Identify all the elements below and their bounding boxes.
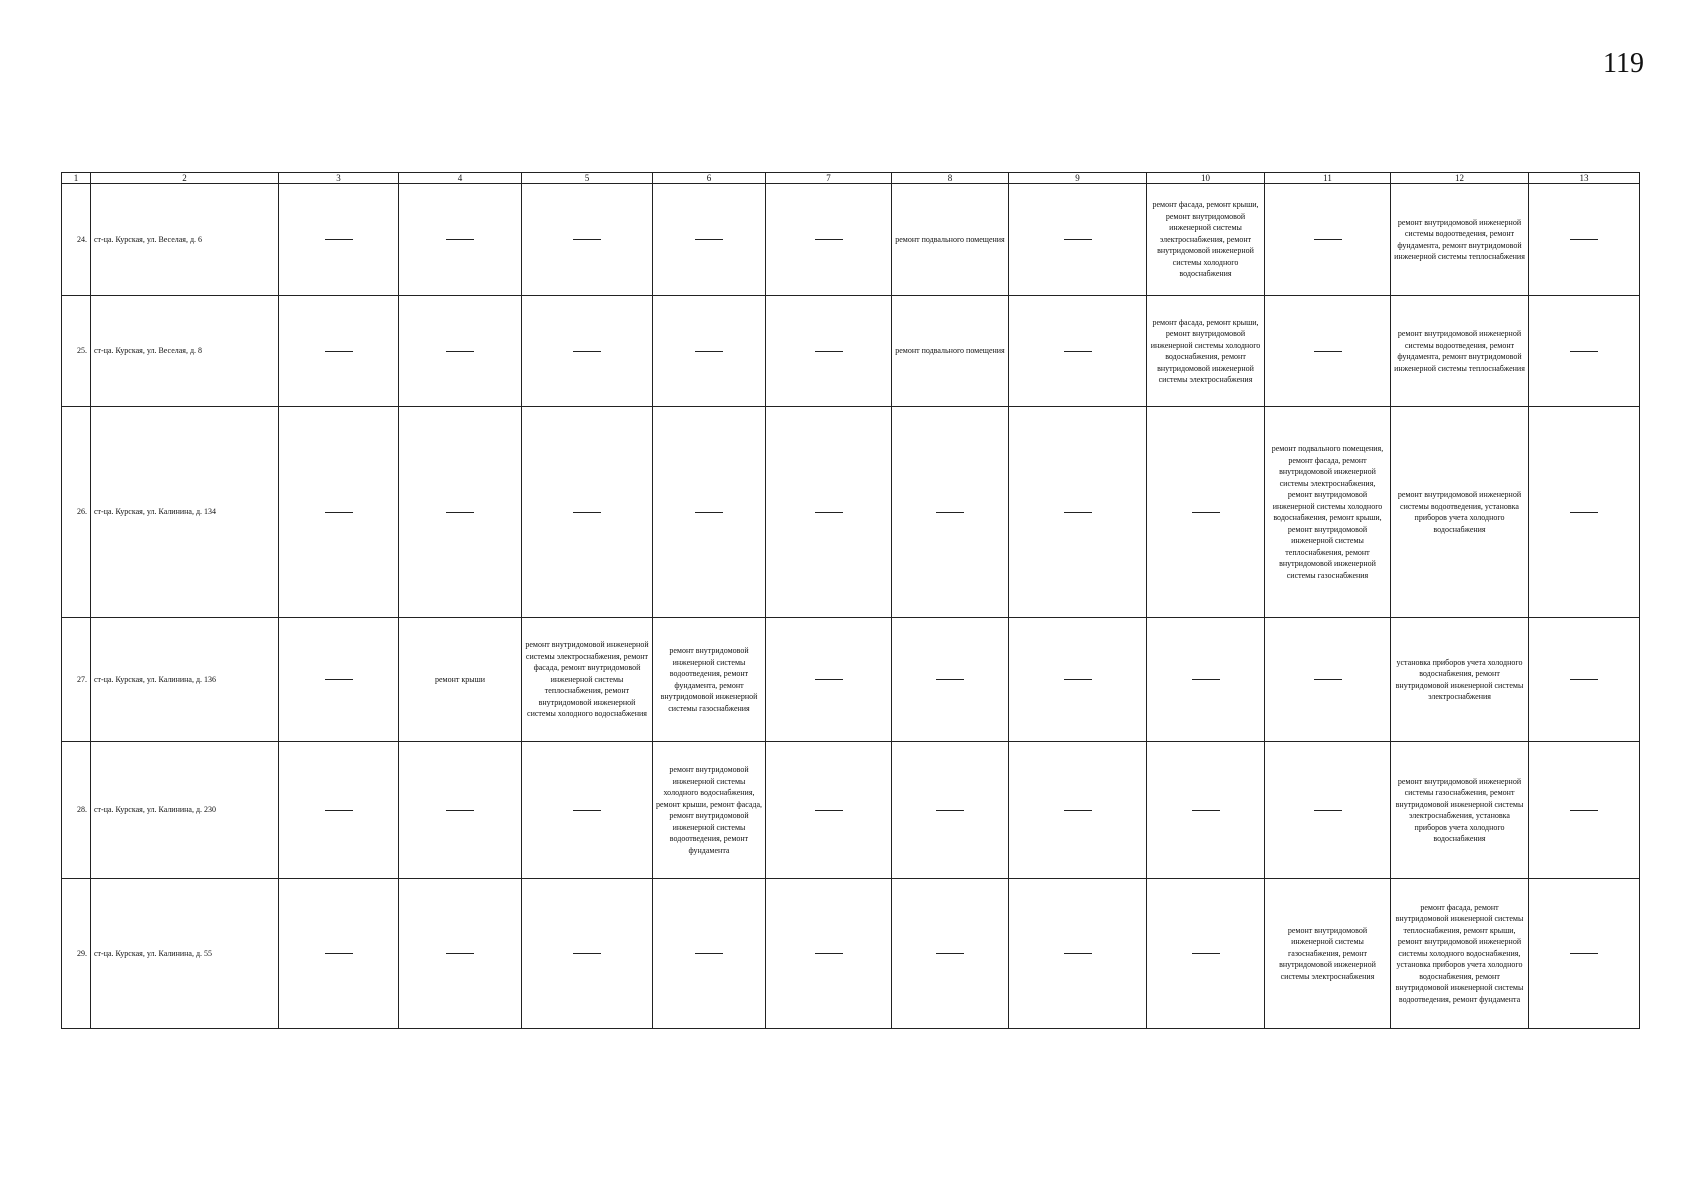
address-cell: ст-ца. Курская, ул. Калинина, д. 55: [91, 879, 279, 1029]
work-description-cell: ремонт фасада, ремонт внутридомовой инженерной системы теплоснабжения, ремонт крыши, ремонт внутридомовой инженерной системы холодного водоснабжения, установка приборов учета холодного водоснабжения, ремонт внутридомовой инженерной системы водоотведения, ремонт фундамента: [1391, 879, 1529, 1029]
empty-dash-cell: [766, 879, 892, 1029]
dash-mark: [1314, 351, 1342, 352]
empty-dash-cell: [279, 296, 399, 407]
dash-mark: [815, 679, 843, 680]
empty-dash-cell: [279, 879, 399, 1029]
dash-mark: [446, 239, 474, 240]
empty-dash-cell: [1265, 742, 1391, 879]
column-number-6: 6: [653, 173, 766, 184]
empty-dash-cell: [1009, 184, 1147, 296]
dash-mark: [815, 351, 843, 352]
dash-mark: [573, 953, 601, 954]
dash-mark: [1064, 512, 1092, 513]
row-number: 25.: [62, 296, 91, 407]
dash-mark: [1570, 953, 1598, 954]
table-row: [62, 879, 1640, 1029]
dash-mark: [695, 512, 723, 513]
dash-mark: [936, 512, 964, 513]
empty-dash-cell: [1009, 879, 1147, 1029]
empty-dash-cell: [1009, 407, 1147, 618]
dash-mark: [446, 953, 474, 954]
empty-dash-cell: [522, 407, 653, 618]
column-number-4: 4: [399, 173, 522, 184]
empty-dash-cell: [1147, 879, 1265, 1029]
dash-mark: [1314, 679, 1342, 680]
dash-mark: [325, 953, 353, 954]
empty-dash-cell: [399, 184, 522, 296]
work-description-cell: ремонт внутридомовой инженерной системы водоотведения, ремонт фундамента, ремонт внутридомовой инженерной системы теплоснабжения: [1391, 296, 1529, 407]
page-number: 119: [1603, 48, 1644, 79]
column-number-7: 7: [766, 173, 892, 184]
column-number-9: 9: [1009, 173, 1147, 184]
row-number: 26.: [62, 407, 91, 618]
column-number-1: 1: [62, 173, 91, 184]
dash-mark: [815, 512, 843, 513]
empty-dash-cell: [522, 742, 653, 879]
dash-mark: [1570, 810, 1598, 811]
address-cell: ст-ца. Курская, ул. Калинина, д. 230: [91, 742, 279, 879]
table-header-row: [62, 173, 1640, 184]
dash-mark: [1064, 239, 1092, 240]
dash-mark: [573, 810, 601, 811]
dash-mark: [1570, 351, 1598, 352]
empty-dash-cell: [279, 742, 399, 879]
empty-dash-cell: [1529, 296, 1640, 407]
column-number-11: 11: [1265, 173, 1391, 184]
empty-dash-cell: [1009, 742, 1147, 879]
empty-dash-cell: [653, 879, 766, 1029]
empty-dash-cell: [1265, 296, 1391, 407]
empty-dash-cell: [1147, 407, 1265, 618]
work-description-cell: ремонт внутридомовой инженерной системы газоснабжения, ремонт внутридомовой инженерной системы электроснабжения: [1265, 879, 1391, 1029]
empty-dash-cell: [1009, 296, 1147, 407]
work-description-cell: ремонт подвального помещения: [892, 296, 1009, 407]
work-description-cell: ремонт внутридомовой инженерной системы водоотведения, ремонт фундамента, ремонт внутридомовой инженерной системы газоснабжения: [653, 618, 766, 742]
empty-dash-cell: [766, 742, 892, 879]
empty-dash-cell: [892, 407, 1009, 618]
dash-mark: [695, 351, 723, 352]
empty-dash-cell: [522, 296, 653, 407]
empty-dash-cell: [522, 184, 653, 296]
dash-mark: [446, 810, 474, 811]
empty-dash-cell: [1009, 618, 1147, 742]
work-description-cell: ремонт внутридомовой инженерной системы холодного водоснабжения, ремонт крыши, ремонт фасада, ремонт внутридомовой инженерной системы водоотведения, ремонт фундамента: [653, 742, 766, 879]
work-description-cell: ремонт крыши: [399, 618, 522, 742]
address-cell: ст-ца. Курская, ул. Калинина, д. 134: [91, 407, 279, 618]
dash-mark: [936, 810, 964, 811]
dash-mark: [1570, 512, 1598, 513]
dash-mark: [1192, 679, 1220, 680]
row-number: 27.: [62, 618, 91, 742]
empty-dash-cell: [1147, 618, 1265, 742]
empty-dash-cell: [1529, 879, 1640, 1029]
empty-dash-cell: [892, 618, 1009, 742]
work-description-cell: ремонт внутридомовой инженерной системы водоотведения, ремонт фундамента, ремонт внутридомовой инженерной системы теплоснабжения: [1391, 184, 1529, 296]
table-row: [62, 184, 1640, 296]
work-description-cell: установка приборов учета холодного водоснабжения, ремонт внутридомовой инженерной системы электроснабжения: [1391, 618, 1529, 742]
dash-mark: [1064, 351, 1092, 352]
dash-mark: [1192, 810, 1220, 811]
dash-mark: [1064, 679, 1092, 680]
column-number-12: 12: [1391, 173, 1529, 184]
dash-mark: [573, 512, 601, 513]
work-description-cell: ремонт внутридомовой инженерной системы газоснабжения, ремонт внутридомовой инженерной системы электроснабжения, установка приборов учета холодного водоснабжения: [1391, 742, 1529, 879]
empty-dash-cell: [399, 407, 522, 618]
empty-dash-cell: [766, 184, 892, 296]
dash-mark: [325, 351, 353, 352]
table-row: [62, 742, 1640, 879]
work-description-cell: ремонт фасада, ремонт крыши, ремонт внутридомовой инженерной системы холодного водоснабжения, ремонт внутридомовой инженерной системы электроснабжения: [1147, 296, 1265, 407]
dash-mark: [1314, 239, 1342, 240]
column-number-10: 10: [1147, 173, 1265, 184]
dash-mark: [446, 512, 474, 513]
empty-dash-cell: [399, 296, 522, 407]
dash-mark: [573, 239, 601, 240]
column-number-13: 13: [1529, 173, 1640, 184]
empty-dash-cell: [653, 296, 766, 407]
dash-mark: [815, 810, 843, 811]
empty-dash-cell: [892, 879, 1009, 1029]
empty-dash-cell: [279, 407, 399, 618]
empty-dash-cell: [399, 879, 522, 1029]
work-description-cell: ремонт подвального помещения: [892, 184, 1009, 296]
empty-dash-cell: [522, 879, 653, 1029]
empty-dash-cell: [1529, 742, 1640, 879]
dash-mark: [325, 512, 353, 513]
empty-dash-cell: [1265, 184, 1391, 296]
work-description-cell: ремонт внутридомовой инженерной системы водоотведения, установка приборов учета холодного водоснабжения: [1391, 407, 1529, 618]
empty-dash-cell: [1529, 184, 1640, 296]
address-cell: ст-ца. Курская, ул. Калинина, д. 136: [91, 618, 279, 742]
dash-mark: [815, 239, 843, 240]
empty-dash-cell: [279, 184, 399, 296]
empty-dash-cell: [892, 742, 1009, 879]
dash-mark: [325, 810, 353, 811]
dash-mark: [1314, 810, 1342, 811]
dash-mark: [446, 351, 474, 352]
column-number-3: 3: [279, 173, 399, 184]
dash-mark: [1570, 679, 1598, 680]
dash-mark: [1192, 953, 1220, 954]
dash-mark: [815, 953, 843, 954]
dash-mark: [695, 953, 723, 954]
dash-mark: [1192, 512, 1220, 513]
empty-dash-cell: [653, 407, 766, 618]
work-description-cell: ремонт фасада, ремонт крыши, ремонт внутридомовой инженерной системы электроснабжения, ремонт внутридомовой инженерной системы холодного водоснабжения: [1147, 184, 1265, 296]
empty-dash-cell: [653, 184, 766, 296]
empty-dash-cell: [766, 296, 892, 407]
repair-schedule-table: [61, 172, 1640, 1029]
empty-dash-cell: [279, 618, 399, 742]
address-cell: ст-ца. Курская, ул. Веселая, д. 8: [91, 296, 279, 407]
work-description-cell: ремонт внутридомовой инженерной системы электроснабжения, ремонт фасада, ремонт внутридомовой инженерной системы теплоснабжения, ремонт внутридомовой инженерной системы холодного водоснабжения: [522, 618, 653, 742]
dash-mark: [573, 351, 601, 352]
table-row: [62, 407, 1640, 618]
table-row: [62, 296, 1640, 407]
dash-mark: [1064, 810, 1092, 811]
column-number-2: 2: [91, 173, 279, 184]
empty-dash-cell: [766, 407, 892, 618]
column-number-5: 5: [522, 173, 653, 184]
dash-mark: [325, 239, 353, 240]
empty-dash-cell: [1529, 618, 1640, 742]
dash-mark: [695, 239, 723, 240]
dash-mark: [1064, 953, 1092, 954]
row-number: 28.: [62, 742, 91, 879]
work-description-cell: ремонт подвального помещения, ремонт фасада, ремонт внутридомовой инженерной системы электроснабжения, ремонт внутридомовой инженерной системы холодного водоснабжения, ремонт крыши, ремонт внутридомовой инженерной системы теплоснабжения, ремонт внутридомовой инженерной системы газоснабжения: [1265, 407, 1391, 618]
dash-mark: [325, 679, 353, 680]
column-number-8: 8: [892, 173, 1009, 184]
empty-dash-cell: [399, 742, 522, 879]
empty-dash-cell: [766, 618, 892, 742]
address-cell: ст-ца. Курская, ул. Веселая, д. 6: [91, 184, 279, 296]
dash-mark: [1570, 239, 1598, 240]
row-number: 29.: [62, 879, 91, 1029]
dash-mark: [936, 679, 964, 680]
table-row: [62, 618, 1640, 742]
row-number: 24.: [62, 184, 91, 296]
empty-dash-cell: [1147, 742, 1265, 879]
dash-mark: [936, 953, 964, 954]
empty-dash-cell: [1265, 618, 1391, 742]
empty-dash-cell: [1529, 407, 1640, 618]
